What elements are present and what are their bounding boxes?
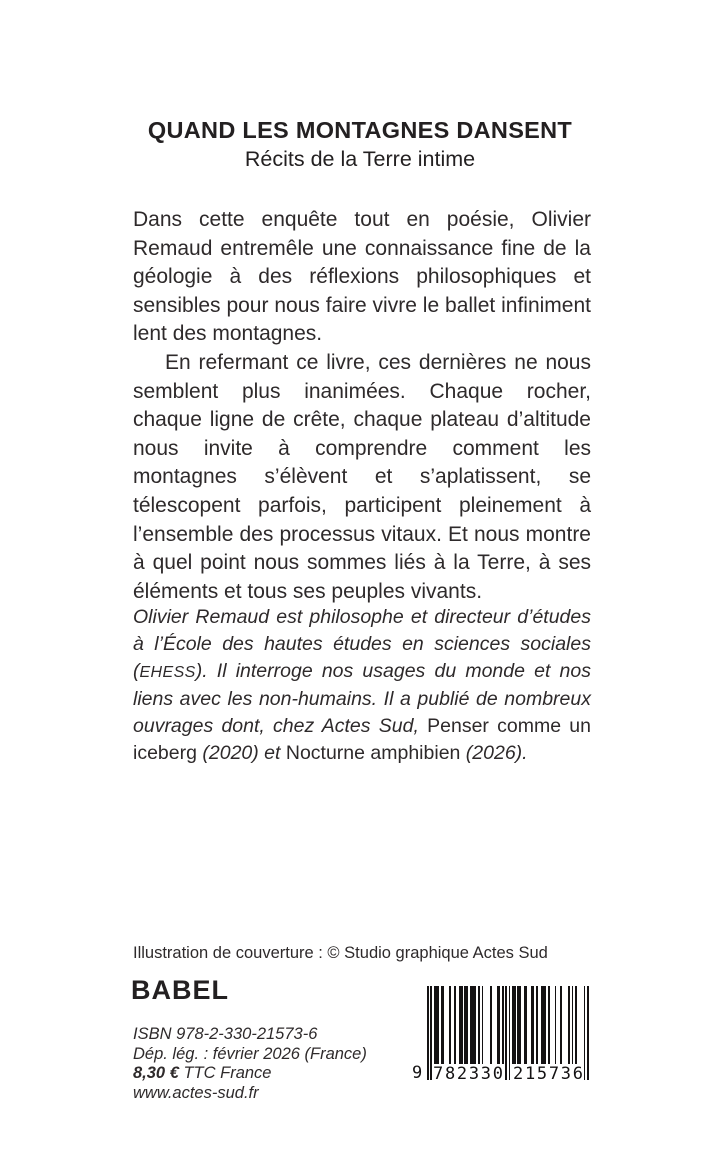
book-title: QUAND LES MONTAGNES DANSENT (147, 117, 573, 143)
bio-segment: Nocturne amphibien (285, 741, 461, 764)
bio-segment: (2020) et (196, 741, 286, 764)
blurb-paragraph-1: Dans cette enquête tout en poésie, Olivier Remaud entremêle une connaissance fine de la géologie à des réflexions philosophiques et sensibles pour nous faire vivre le ballet infiniment lent des montagnes. (133, 208, 591, 346)
barcode-digit-lead: 9 (412, 1063, 423, 1083)
bio-segment: (2026). (460, 741, 528, 764)
author-bio (133, 604, 591, 767)
barcode-digit: 8 (444, 1064, 456, 1084)
cover-illustration-credit: Illustration de couverture : © Studio graphique Actes Sud (133, 944, 548, 962)
barcode-digit: 6 (572, 1064, 583, 1084)
book-subtitle: Récits de la Terre intime (244, 147, 476, 172)
barcode-digit: 7 (433, 1064, 444, 1084)
blurb-paragraph-2: En refermant ce livre, ces dernières ne nous semblent plus inanimées. Chaque rocher, chaque ligne de crête, chaque plateau d’altitude nous invite à comprendre comment les montagnes s’élèvent et s’aplatissent, se télescopent parfois, participent pleinement à l’ensemble des processus vitaux. Et nous montre à quel point nous sommes liés à la Terre, à ses éléments et tous ses peuples vivants. (133, 350, 591, 603)
barcode-digit: 2 (513, 1064, 524, 1084)
publisher-website: www.actes-sud.fr (133, 1083, 259, 1102)
price-suffix: TTC France (178, 1064, 272, 1082)
price-value: 8,30 € (133, 1064, 179, 1082)
barcode-digit: 3 (560, 1064, 571, 1084)
title-block (0, 116, 720, 173)
barcode-digit: 2 (456, 1064, 468, 1084)
barcode-digit: 3 (480, 1064, 491, 1084)
barcode (412, 986, 592, 1090)
barcode-digit: 0 (492, 1064, 503, 1084)
bio-segment: Olivier Remaud est philosophe et directeur d’études à l’École des hautes études en sciences sociales ( (133, 606, 591, 682)
barcode-digit: 1 (524, 1064, 536, 1084)
barcode-digit: 5 (536, 1064, 548, 1084)
barcode-bar (587, 986, 589, 1080)
barcode-digits-left (433, 1064, 503, 1084)
bio-segment: Penser comme un iceberg (133, 715, 591, 764)
bio-segment: ). Il interroge nos usages du monde et nos liens avec les non-humains. Il a publié de nombreux ouvrages dont, chez Actes Sud, (133, 659, 591, 738)
bio-segment: EHESS (139, 663, 196, 681)
barcode-digit: 3 (468, 1064, 480, 1084)
price-line (133, 1064, 367, 1084)
back-cover-blurb (133, 206, 591, 606)
barcode-digits-right (513, 1064, 583, 1084)
legal-deposit-line: Dép. lég. : février 2026 (France) (133, 1044, 367, 1063)
isbn-line: ISBN 978-2-330-21573-6 (133, 1025, 318, 1043)
barcode-digit: 7 (548, 1064, 560, 1084)
publisher-logo: BABEL (131, 975, 229, 1005)
colophon (133, 1025, 367, 1103)
